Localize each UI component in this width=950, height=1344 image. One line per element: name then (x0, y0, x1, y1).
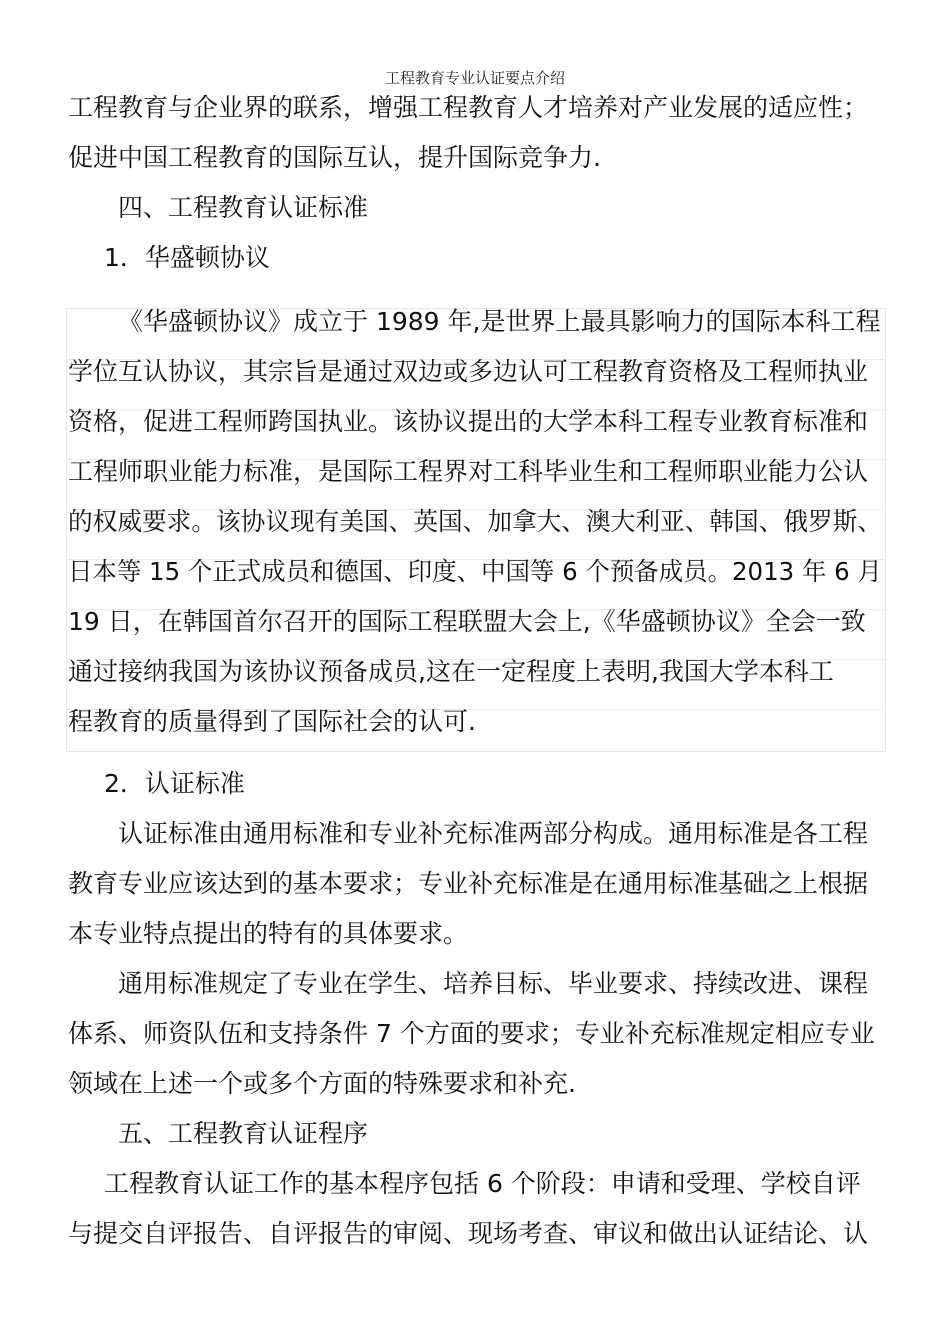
text-line: 工程教育认证工作的基本程序包括 6 个阶段：申请和受理、学校自评 (104, 1169, 861, 1198)
text-line: 本专业特点提出的特有的具体要求。 (68, 919, 469, 948)
text-line: 领域在上述一个或多个方面的特殊要求和补充. (68, 1069, 576, 1098)
text-line: 与提交自评报告、自评报告的审阅、现场考查、审议和做出认证结论、认 (68, 1219, 869, 1248)
page-header: 工程教育专业认证要点介绍 (384, 69, 565, 87)
text-line: 工程教育与企业界的联系，增强工程教育人才培养对产业发展的适应性； (68, 93, 869, 122)
text-line: 资格，促进工程师跨国执业。该协议提出的大学本科工程专业教育标准和 (68, 407, 869, 436)
text-line: 日本等 15 个正式成员和德国、印度、中国等 6 个预备成员。2013 年 6 月 (68, 557, 882, 586)
subsection-heading: 1．华盛顿协议 (104, 243, 270, 272)
text-line: 教育专业应该达到的基本要求；专业补充标准是在通用标准基础之上根据 (68, 869, 869, 898)
text-line: 程教育的质量得到了国际社会的认可. (68, 707, 476, 736)
text-line: 体系、师资队伍和支持条件 7 个方面的要求；专业补充标准规定相应专业 (68, 1019, 875, 1048)
text-line: 19 日，在韩国首尔召开的国际工程联盟大会上,《华盛顿协议》全会一致 (68, 607, 866, 636)
text-line: 通过接纳我国为该协议预备成员,这在一定程度上表明,我国大学本科工 (68, 657, 834, 686)
section-heading: 五、工程教育认证程序 (118, 1119, 369, 1148)
text-line: 工程师职业能力标准，是国际工程界对工科毕业生和工程师职业能力公认 (68, 457, 869, 486)
text-line: 认证标准由通用标准和专业补充标准两部分构成。通用标准是各工程 (118, 819, 869, 848)
text-line: 促进中国工程教育的国际互认，提升国际竞争力. (68, 143, 601, 172)
text-line: 学位互认协议，其宗旨是通过双边或多边认可工程教育资格及工程师执业 (68, 357, 869, 386)
text-line: 《华盛顿协议》成立于 1989 年,是世界上最具影响力的国际本科工程 (118, 307, 881, 336)
subsection-heading: 2．认证标准 (104, 769, 245, 798)
section-heading: 四、工程教育认证标准 (118, 193, 369, 222)
text-line: 的权威要求。该协议现有美国、英国、加拿大、澳大利亚、韩国、俄罗斯、 (68, 507, 883, 536)
text-line: 通用标准规定了专业在学生、培养目标、毕业要求、持续改进、课程 (118, 969, 869, 998)
